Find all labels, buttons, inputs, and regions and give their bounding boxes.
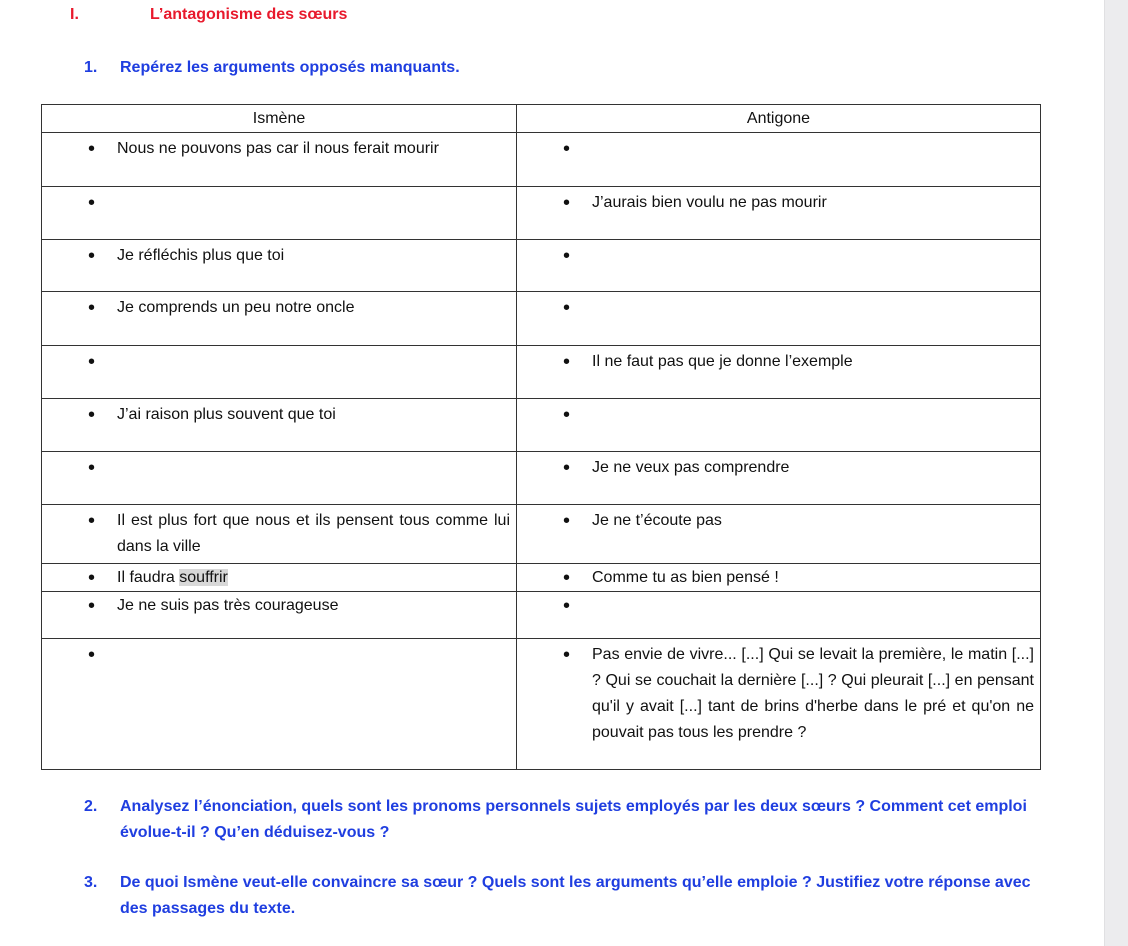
table-row — [42, 133, 1041, 187]
table-row — [42, 592, 1041, 639]
bullet-icon: • — [88, 138, 96, 160]
bullet-icon: • — [563, 567, 571, 589]
bullet-icon: • — [88, 567, 96, 589]
ismene-argument: Je réfléchis plus que toi — [117, 247, 285, 264]
bullet-icon: • — [563, 351, 571, 373]
question-3-number: 3. — [84, 874, 98, 891]
bullet-icon: • — [563, 644, 571, 666]
table-row — [42, 452, 1041, 505]
bullet-icon: • — [563, 192, 571, 214]
antigone-argument: Il ne faut pas que je donne l’exemple — [592, 353, 853, 370]
arguments-table — [41, 104, 1041, 770]
section-title: L’antagonisme des sœurs — [150, 6, 348, 23]
bullet-icon: • — [563, 595, 571, 617]
table-row — [42, 399, 1041, 452]
ismene-argument-prefix: Il faudra — [117, 569, 180, 586]
column-header-antigone: Antigone — [517, 105, 1041, 133]
scrollbar-track[interactable] — [1104, 0, 1128, 946]
bullet-icon: • — [88, 510, 96, 532]
column-header-ismene: Ismène — [42, 105, 517, 133]
antigone-argument: Je ne veux pas comprendre — [592, 459, 790, 476]
question-1-number: 1. — [84, 59, 98, 76]
table-row — [42, 346, 1041, 399]
antigone-argument: Je ne t’écoute pas — [592, 512, 722, 529]
table-header-row — [42, 105, 1041, 133]
question-2-text: Analysez l’énonciation, quels sont les pronoms personnels sujets employés par les deux sœurs ? Comment cet emploi évolue-t-il ? Qu’en déduisez-vous ? — [120, 798, 1027, 841]
question-3-text: De quoi Ismène veut-elle convaincre sa sœur ? Quels sont les arguments qu’elle emploie ? Justifiez votre réponse avec des passages du texte. — [120, 874, 1031, 917]
highlighted-word: souffrir — [179, 569, 228, 586]
antigone-argument: J’aurais bien voulu ne pas mourir — [592, 194, 827, 211]
table-row — [42, 292, 1041, 346]
question-2-number: 2. — [84, 798, 98, 815]
antigone-argument: Pas envie de vivre... [...] Qui se levait la première, le matin [...] ? Qui se couchait la dernière [...] ? Qui pleurait [...] en pensant qu'il y avait [...] tant de brins d'herbe dans le pré et qu'on ne pouvait pas tous les prendre ? — [592, 646, 1034, 741]
table-row — [42, 187, 1041, 240]
question-1-text: Repérez les arguments opposés manquants. — [120, 59, 460, 76]
bullet-icon: • — [563, 297, 571, 319]
table-row — [42, 240, 1041, 292]
bullet-icon: • — [88, 192, 96, 214]
bullet-icon: • — [563, 245, 571, 267]
bullet-icon: • — [88, 245, 96, 267]
table-row — [42, 505, 1041, 564]
section-number: I. — [70, 6, 79, 23]
ismene-argument: Je ne suis pas très courageuse — [117, 597, 339, 614]
ismene-argument: Il est plus fort que nous et ils pensent tous comme lui dans la ville — [117, 512, 510, 555]
bullet-icon: • — [563, 138, 571, 160]
ismene-argument: Nous ne pouvons pas car il nous ferait mourir — [117, 140, 439, 157]
bullet-icon: • — [563, 510, 571, 532]
ismene-argument: J’ai raison plus souvent que toi — [117, 406, 336, 423]
bullet-icon: • — [88, 351, 96, 373]
table-row — [42, 564, 1041, 592]
bullet-icon: • — [88, 404, 96, 426]
bullet-icon: • — [563, 457, 571, 479]
bullet-icon: • — [88, 644, 96, 666]
bullet-icon: • — [88, 595, 96, 617]
bullet-icon: • — [88, 297, 96, 319]
table-row — [42, 639, 1041, 770]
bullet-icon: • — [88, 457, 96, 479]
antigone-argument: Comme tu as bien pensé ! — [592, 569, 779, 586]
ismene-argument: Je comprends un peu notre oncle — [117, 299, 355, 316]
bullet-icon: • — [563, 404, 571, 426]
